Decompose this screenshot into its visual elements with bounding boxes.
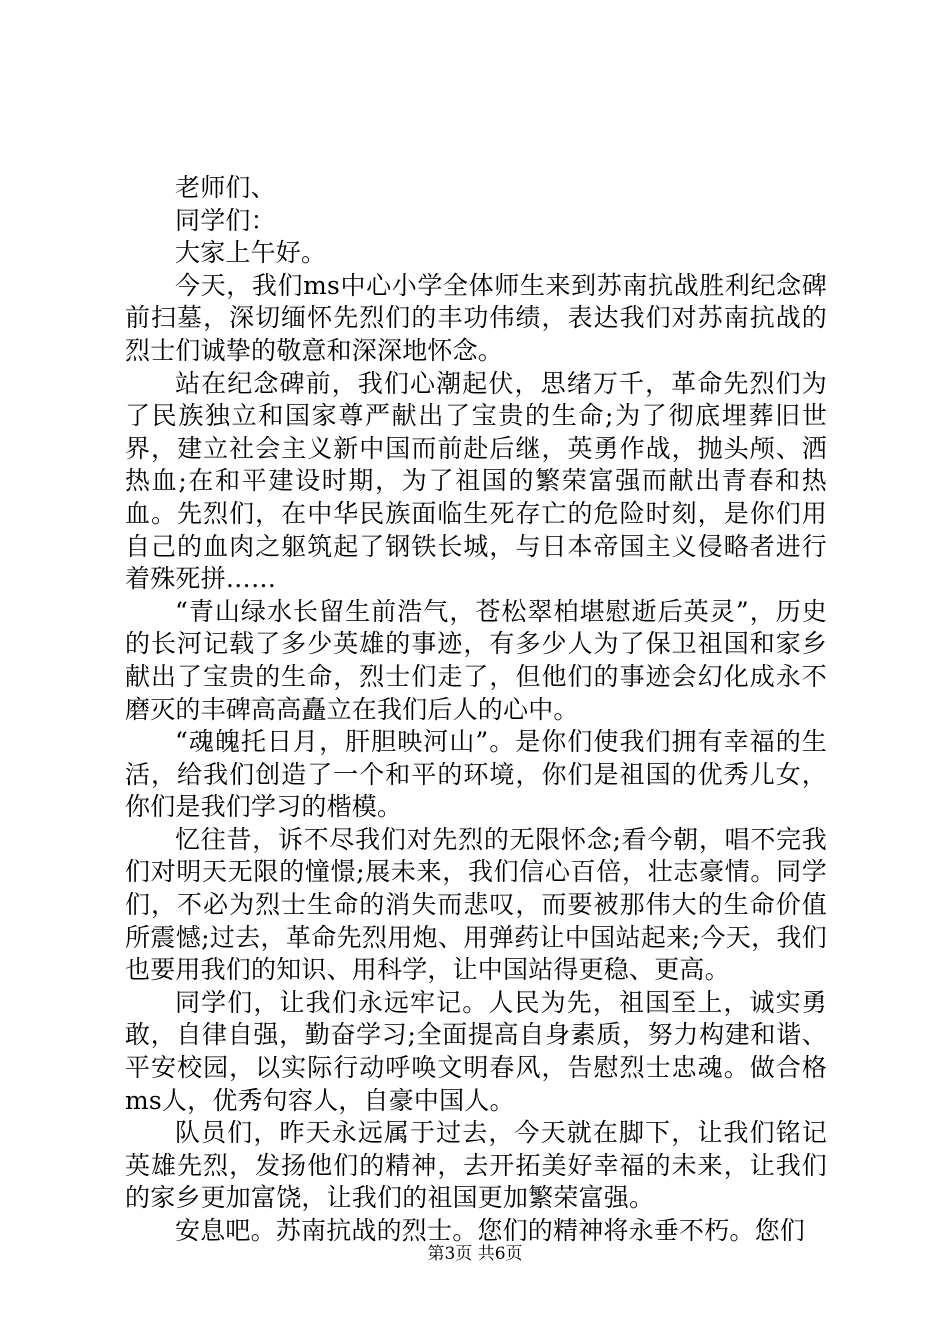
greeting: 大家上午好。 — [175, 238, 327, 268]
paragraph: 队员们，昨天永远属于过去，今天就在脚下，让我们铭记英雄先烈，发扬他们的精神，去开拓美好幸福的未来，让我们的家乡更加富饶，让我们的祖国更加繁荣富强。 — [125, 1118, 827, 1213]
paragraph: 忆往昔，诉不尽我们对先烈的无限怀念;看今朝，唱不完我们对明天无限的憧憬;展未来，我们信心百倍，壮志豪情。同学们，不必为烈士生命的消失而悲叹，而要被那伟大的生命价值所震憾;过去，革命先烈用炮、用弹药让中国站起来;今天，我们也要用我们的知识、用科学，让中国站得更稳、更高。 — [125, 824, 827, 985]
paragraph-continued: 安息吧。苏南抗战的烈士。您们的精神将永垂不朽。您们 — [175, 1216, 806, 1245]
paragraph: “青山绿水长留生前浩气，苍松翠柏堪慰逝后英灵”，历史的长河记载了多少英雄的事迹，有多少人为了保卫祖国和家乡献出了宝贵的生命，烈士们走了，但他们的事迹会幻化成永不磨灭的丰碑高高矗立在我们后人的心中。 — [125, 596, 827, 724]
document-body — [125, 172, 827, 1248]
paragraph: 今天，我们ms中心小学全体师生来到苏南抗战胜利纪念碑前扫墓，深切缅怀先烈们的丰功伟绩，表达我们对苏南抗战的烈士们诚挚的敬意和深深地怀念。 — [125, 270, 827, 365]
paragraph: 同学们，让我们永远牢记。人民为先，祖国至上，诚实勇敢，自律自强，勤奋学习;全面提高自身素质，努力构建和谐、平安校园，以实际行动呼唤文明春风，告慰烈士忠魂。做合格ms人，优秀句容人，自豪中国人。 — [125, 987, 827, 1115]
salutation-students: 同学们： — [175, 205, 276, 235]
page-number-footer: 第3页 共6页 — [427, 1244, 523, 1264]
paragraph: 站在纪念碑前，我们心潮起伏，思绪万千，革命先烈们为了民族独立和国家尊严献出了宝贵的生命;为了彻底埋葬旧世界，建立社会主义新中国而前赴后继，英勇作战，抛头颅、洒热血;在和平建设时期，为了祖国的繁荣富强而献出青春和热血。先烈们，在中华民族面临生死存亡的危险时刻，是你们用自己的血肉之躯筑起了钢铁长城，与日本帝国主义侵略者进行着殊死拼…… — [125, 368, 827, 594]
salutation-teachers: 老师们、 — [175, 173, 276, 202]
paragraph: “魂魄托日月，肝胆映河山”。是你们使我们拥有幸福的生活，给我们创造了一个和平的环境，你们是祖国的优秀儿女，你们是我们学习的楷模。 — [125, 727, 827, 822]
